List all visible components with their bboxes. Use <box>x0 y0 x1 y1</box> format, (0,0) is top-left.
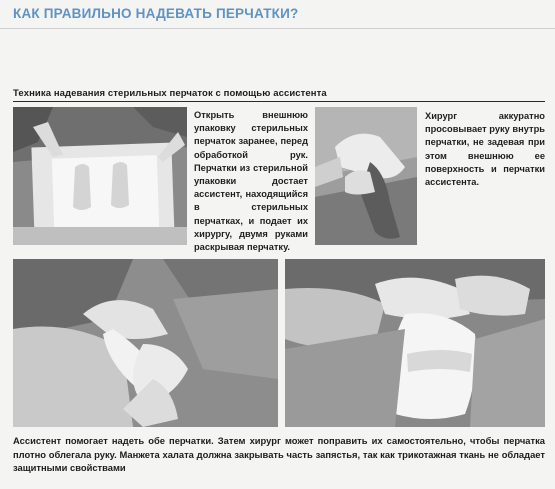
photo-glove-fitting <box>285 259 545 427</box>
photo-glove-package <box>13 107 187 245</box>
caption-step-2: Хирург аккуратно просовывает руку внутрь перчатки, не задевая при этом внешнюю ее поверхность и перчатки ассистента. <box>425 111 545 188</box>
assistant-helping-illustration <box>13 259 278 427</box>
photo-hand-into-glove <box>315 107 417 245</box>
hand-into-glove-illustration <box>315 107 417 245</box>
caption-bottom: Ассистент помогает надеть обе перчатки. Затем хирург может поправить их самостоятельно, чтобы перчатка плотно облегала руку. Манжета халата должна закрывать часть запястья, так как трикотажная ткань не обладает защитными свойствами <box>13 435 545 473</box>
section-divider <box>13 101 545 102</box>
photo-assistant-helping <box>13 259 278 427</box>
section-subtitle: Техника надевания стерильных перчаток с помощью ассистента <box>13 88 327 99</box>
page-title: КАК ПРАВИЛЬНО НАДЕВАТЬ ПЕРЧАТКИ? <box>13 6 299 21</box>
caption-step-1: Открыть внешнюю упаковку стерильных перчаток заранее, перед обработкой рук. Перчатки из стерильной упаковки достает ассистент, находящийся в стерильных перчатках, и подает их хирургу, двумя руками раскрывая перчатку. <box>194 110 308 253</box>
glove-fitting-illustration <box>285 259 545 427</box>
title-divider <box>0 28 555 29</box>
glove-package-illustration <box>13 107 187 245</box>
